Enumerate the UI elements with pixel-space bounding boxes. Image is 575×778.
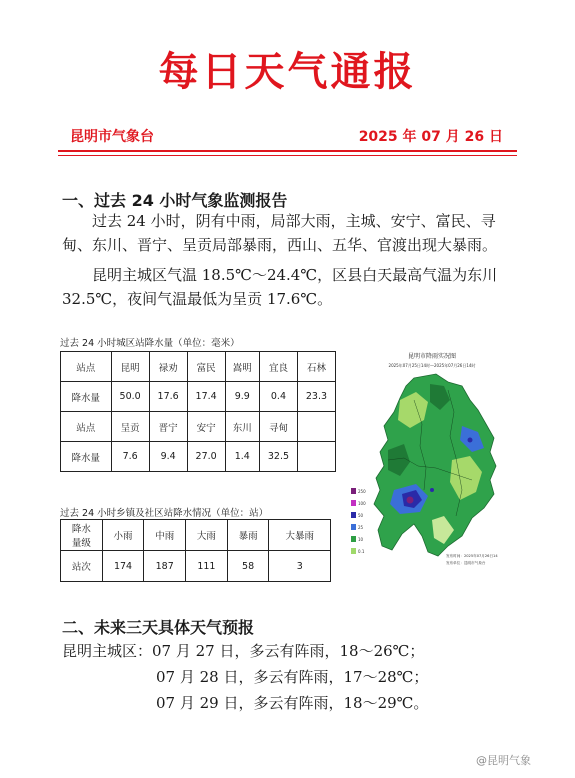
legend-swatch: [351, 488, 356, 494]
table-cell: 石林: [297, 352, 335, 382]
table-row: [61, 382, 336, 412]
header-divider-thin: [58, 155, 517, 156]
legend-swatch: [351, 512, 356, 518]
legend-label: 100: [358, 501, 366, 506]
table-cell: 站点: [61, 412, 112, 442]
header-divider-thick: [58, 150, 517, 152]
legend-swatch: [351, 548, 356, 554]
table-cell: 9.9: [225, 382, 259, 412]
forecast-line: 昆明主城区：07 月 27 日，多云有阵雨，18～26℃；: [62, 642, 425, 660]
table-cell: 17.6: [149, 382, 187, 412]
table-cell: 174: [102, 551, 144, 582]
table-cell: 9.4: [149, 442, 187, 472]
table-cell: 187: [144, 551, 186, 582]
map-extreme-rain-spot: [407, 497, 414, 504]
legend-label: 50: [358, 513, 364, 518]
table-cell: 呈贡: [111, 412, 149, 442]
table-cell: 降水量: [61, 442, 112, 472]
table-cell: 站次: [61, 551, 103, 582]
level-label-line1: 降水: [71, 524, 91, 535]
table-row: [61, 412, 336, 442]
table-cell: 东川: [225, 412, 259, 442]
table-cell: 晋宁: [149, 412, 187, 442]
table-cell: 32.5: [259, 442, 297, 472]
table-cell: 17.4: [187, 382, 225, 412]
legend-swatch: [351, 500, 356, 506]
table-cell: [297, 442, 335, 472]
table-cell: 嵩明: [225, 352, 259, 382]
table-cell: 大暴雨: [269, 520, 331, 551]
table-cell: 降水量: [61, 382, 112, 412]
table-row: [61, 442, 336, 472]
legend-label: 10: [358, 537, 364, 542]
section1-paragraph-2: 昆明主城区气温 18.5℃～24.4℃，区县白天最高气温为东川 32.5℃，夜间气温最低为呈贡 17.6℃。: [62, 266, 498, 308]
table-cell: 小雨: [102, 520, 144, 551]
table-cell: 暴雨: [227, 520, 269, 551]
table-cell: [297, 412, 335, 442]
table-cell: [61, 520, 103, 551]
map-issue-time: 发布时间：2025年07月26日14: [446, 554, 498, 558]
map-torrential-rain-spot: [430, 488, 434, 492]
table-cell: 中雨: [144, 520, 186, 551]
forecast-line: 07 月 28 日，多云有阵雨，17～28℃；: [156, 668, 429, 686]
table-cell: 0.4: [259, 382, 297, 412]
precipitation-map: [344, 340, 520, 572]
township-precip-level-table: [60, 519, 331, 582]
city-station-precip-table: [60, 351, 336, 472]
section1-heading: 一、过去 24 小时气象监测报告: [62, 191, 288, 210]
map-issuer: 发布单位：昆明市气象台: [446, 561, 486, 565]
table-cell: 50.0: [111, 382, 149, 412]
page-title: 每日天气通报: [158, 49, 417, 95]
table-cell: 1.4: [225, 442, 259, 472]
table-cell: 寻甸: [259, 412, 297, 442]
legend-swatch: [351, 536, 356, 542]
table-cell: 3: [269, 551, 331, 582]
map-title: 昆明市降雨实况图: [407, 353, 457, 360]
legend-label: 0.1: [358, 549, 365, 554]
table-row: [61, 551, 331, 582]
legend-label: 25: [358, 525, 364, 530]
table-cell: 27.0: [187, 442, 225, 472]
table-row: [61, 352, 336, 382]
level-label-line2: 量级: [71, 538, 91, 549]
table-cell: 111: [186, 551, 228, 582]
map-torrential-rain-spot: [468, 438, 473, 443]
map-period: 2025年07月25日14时—2025年07月26日14时: [388, 363, 476, 368]
table-row: [61, 520, 331, 551]
section2-heading: 二、未来三天具体天气预报: [62, 618, 255, 637]
table-cell: 昆明: [111, 352, 149, 382]
watermark: @昆明气象: [476, 754, 531, 767]
table-cell: 富民: [187, 352, 225, 382]
issuer-name: 昆明市气象台: [70, 129, 154, 145]
table1-caption: 过去 24 小时城区站降水量（单位：毫米）: [60, 338, 240, 349]
table-cell: 安宁: [187, 412, 225, 442]
table-cell: 大雨: [186, 520, 228, 551]
table-cell: 站点: [61, 352, 112, 382]
table-cell: 23.3: [297, 382, 335, 412]
legend-label: 250: [358, 489, 366, 494]
table2-caption: 过去 24 小时乡镇及社区站降水情况（单位：站）: [60, 508, 269, 519]
table-cell: 宜良: [259, 352, 297, 382]
table-cell: 7.6: [111, 442, 149, 472]
table-cell: 58: [227, 551, 269, 582]
forecast-line: 07 月 29 日，多云有阵雨，18～29℃。: [156, 694, 429, 712]
legend-swatch: [351, 524, 356, 530]
table-cell: 禄劝: [149, 352, 187, 382]
section1-paragraph-1: 过去 24 小时，阴有中雨，局部大雨，主城、安宁、富民、寻甸、东川、晋宁、呈贡局部暴雨，西山、五华、官渡出现大暴雨。: [62, 212, 498, 254]
issue-date: 2025 年 07 月 26 日: [358, 129, 503, 145]
